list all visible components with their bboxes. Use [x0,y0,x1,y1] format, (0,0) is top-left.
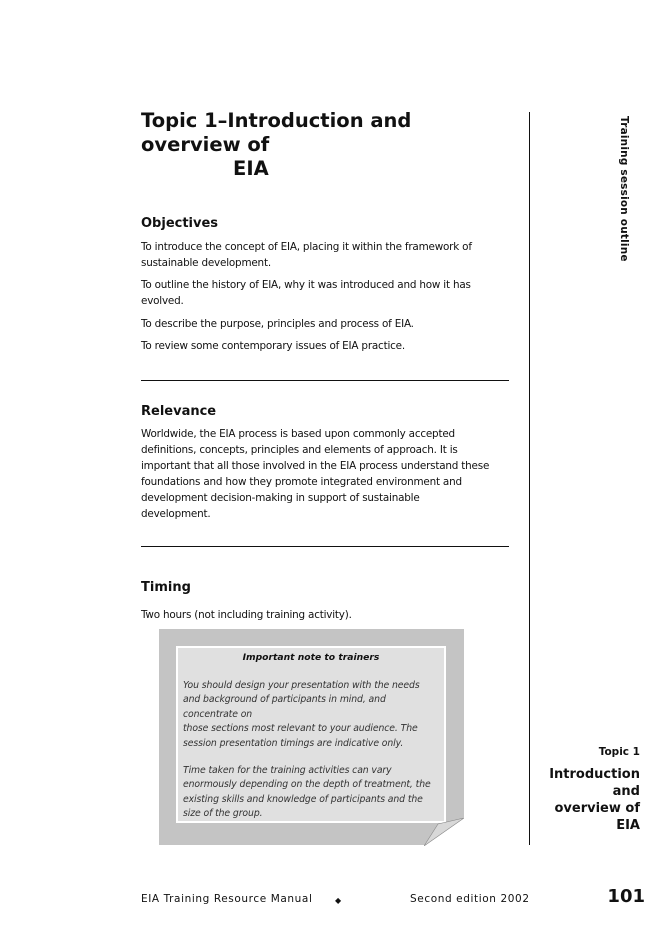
objectives-heading: Objectives [141,216,219,231]
trainer-note-paragraph-2: Time taken for the training activities can vary enormously depending on the depth of treatment, the existing skills and knowledge of participants and the size of the group. [183,765,431,820]
title-line-1: Topic 1–Introduction and overview of [141,109,412,156]
section-rule-2 [141,546,509,547]
trainer-note-paragraph-1: You should design your presentation with the needs and background of participants in mind, and concentrate on those sections most relevant to your audience. The session presentation timings are indicative only. [183,680,420,749]
side-tab [618,116,640,262]
page-curl-icon [424,818,464,846]
vertical-divider [529,112,530,845]
relevance-text: Worldwide, the EIA process is based upon commonly accepted definitions, concepts, principles and elements of approach. It is important that all those involved in the EIA process understand these foundations and how they promote integrated environment and development decision-making in support of sustainable development. [141,428,490,520]
relevance-heading: Relevance [141,404,217,419]
side-tab-label: Training session outline [618,116,630,262]
side-topic-number: Topic 1 [598,746,640,758]
footer-diamond-icon: ◆ [335,896,342,905]
title-line-2: EIA [233,157,269,180]
objective-item-3: To describe the purpose, principles and process of EIA. [141,318,414,330]
side-topic-block [548,746,640,834]
footer-manual-title: EIA Training Resource Manual [141,893,313,905]
page-number: 101 [607,886,645,907]
timing-heading: Timing [141,580,191,595]
timing-text: Two hours (not including training activity). [141,609,352,621]
trainer-note [176,646,446,823]
section-rule-1 [141,380,509,381]
side-topic-title: Introduction and overview of EIA [549,767,640,833]
footer-edition: Second edition 2002 [410,893,530,905]
objective-item-2: To outline the history of EIA, why it was introduced and how it has evolved. [141,279,471,307]
trainer-note-heading: Important note to trainers [242,652,380,663]
page-title [141,109,511,181]
objective-item-4: To review some contemporary issues of EIA practice. [141,340,405,352]
objective-item-1: To introduce the concept of EIA, placing it within the framework of sustainable development. [141,241,472,269]
